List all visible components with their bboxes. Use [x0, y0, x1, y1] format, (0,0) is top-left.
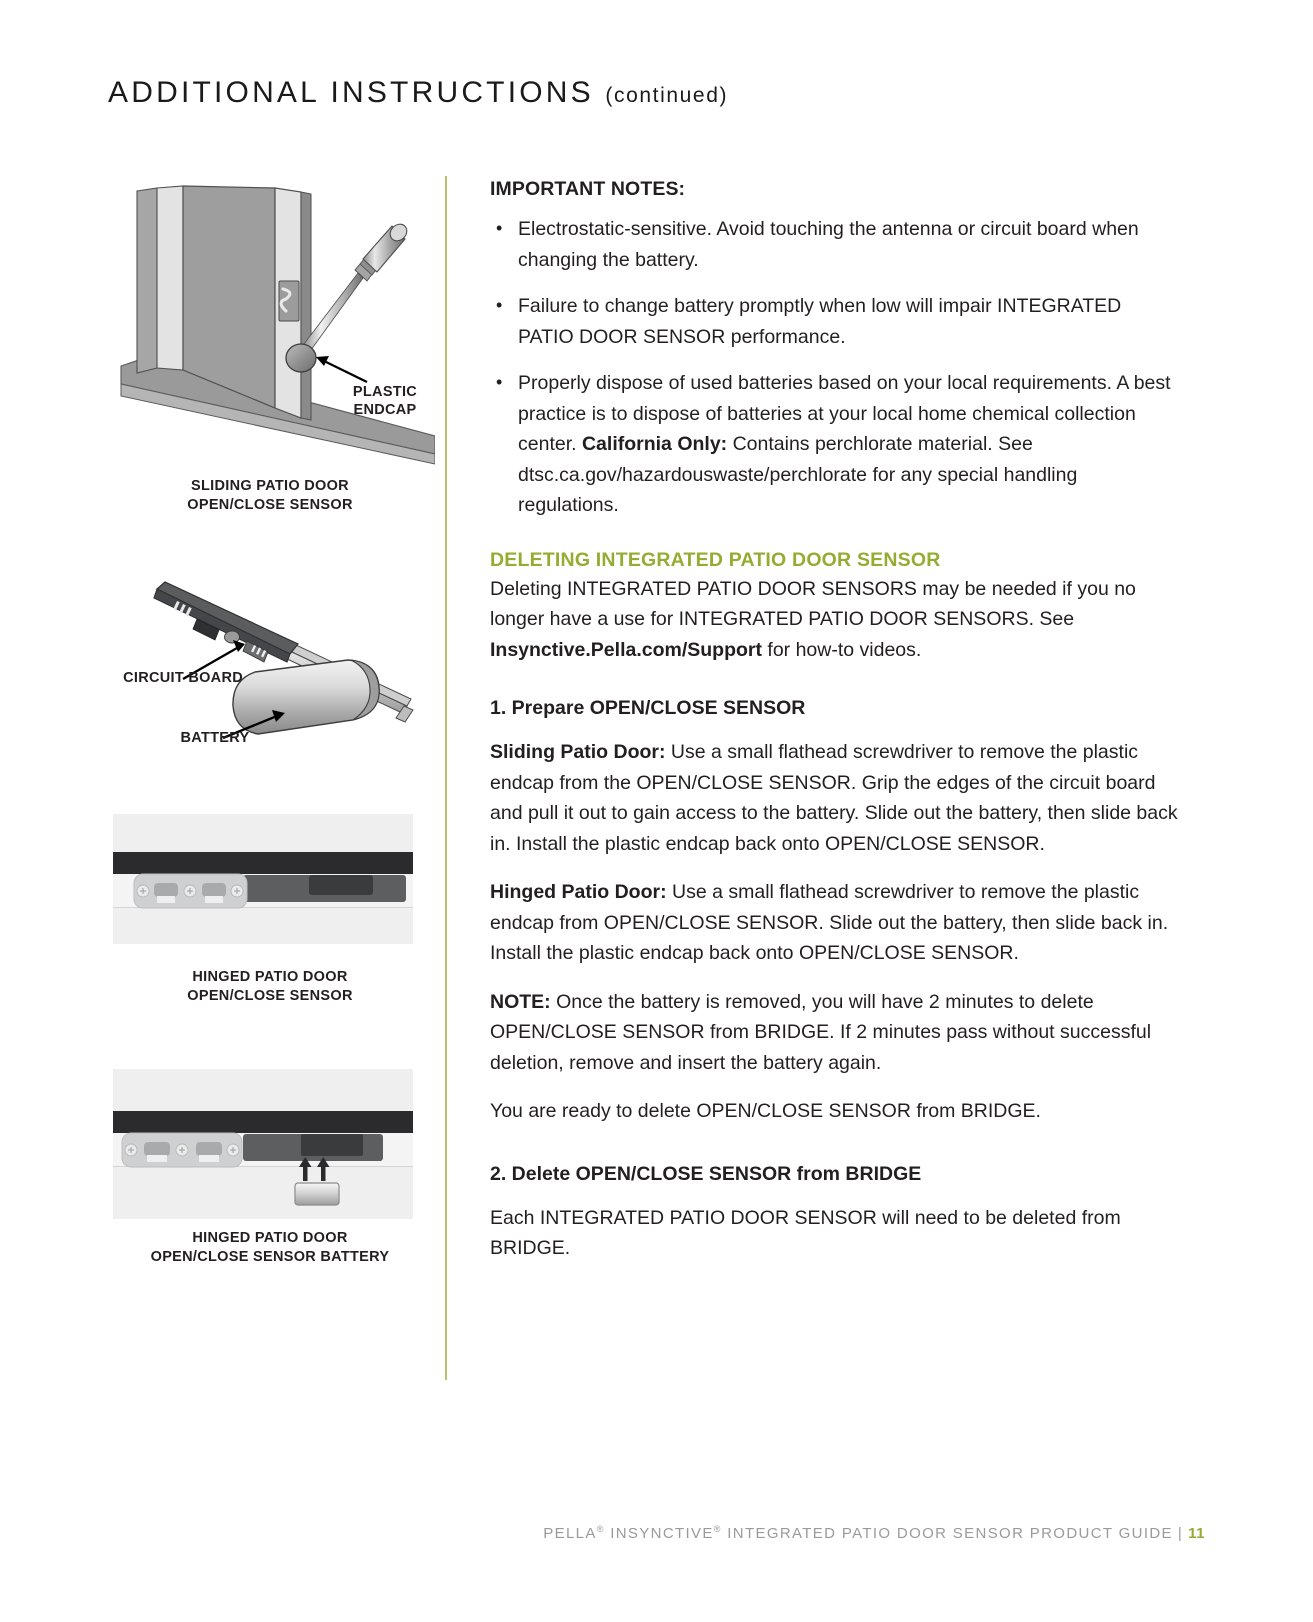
- page-title-continued: (continued): [605, 84, 729, 107]
- ready-paragraph: You are ready to delete OPEN/CLOSE SENSOR from BRIDGE.: [490, 1100, 1041, 1122]
- note-paragraph: [490, 987, 1180, 1079]
- important-notes-heading: IMPORTANT NOTES:: [490, 178, 686, 200]
- callout-plastic: PLASTIC: [352, 384, 418, 400]
- footer-guide-text: INTEGRATED PATIO DOOR SENSOR PRODUCT GUIDE: [721, 1525, 1173, 1542]
- hinged-patio-door-paragraph: [490, 877, 1180, 969]
- figure-circuit-board-battery: [105, 562, 435, 746]
- deleting-sensor-paragraph: [490, 574, 1180, 666]
- page-footer: [0, 1524, 1313, 1542]
- note-body: Once the battery is removed, you will have 2 minutes to delete OPEN/CLOSE SENSOR from BRIDGE. If 2 minutes pass without successful deletion, remove and insert the battery again.: [490, 990, 1152, 1074]
- page-title-main: ADDITIONAL INSTRUCTIONS: [108, 76, 594, 109]
- step-1-heading: [490, 695, 1180, 721]
- sliding-patio-door-label: Sliding Patio Door:: [490, 741, 666, 763]
- hinged-patio-door-battery-illustration: [113, 1069, 413, 1219]
- footer-brand-insynctive: INSYNCTIVE: [604, 1525, 714, 1542]
- figures-column: [105, 168, 435, 1266]
- page-title: [108, 76, 728, 110]
- important-notes-list: [490, 214, 1180, 521]
- footer-separator: |: [1177, 1525, 1184, 1542]
- hinged-patio-door-label: Hinged Patio Door:: [490, 881, 667, 903]
- caption-line-2: OPEN/CLOSE SENSOR: [187, 987, 353, 1004]
- support-link-text[interactable]: Insynctive.Pella.com/Support: [490, 638, 762, 661]
- figure-hinged-patio-door-battery: [105, 1069, 435, 1219]
- circuit-board-battery-illustration: [105, 562, 435, 742]
- sliding-patio-door-body: Use a small flathead screwdriver to remove the plastic endcap from the OPEN/CLOSE SENSOR. Grip the edges of the circuit board and pull it out to gain access to the battery. Slide out the battery, then slide back in. Install the plastic endcap back onto OPEN/CLOSE SENSOR.: [490, 741, 1178, 855]
- hinged-patio-door-body: Use a small flathead screwdriver to remove the plastic endcap from OPEN/CLOSE SENSOR. Slide out the battery, then slide back in. Install the plastic endcap back onto OPEN/CLOSE SENSOR.: [490, 881, 1169, 964]
- caption-line-2: OPEN/CLOSE SENSOR BATTERY: [150, 1248, 390, 1265]
- california-only-label: California Only:: [581, 433, 728, 455]
- caption-hinged-patio-door-battery: [105, 1229, 435, 1266]
- page-number: 11: [1188, 1525, 1205, 1542]
- step-1-number-label: 1. Prepare: [490, 697, 590, 719]
- deleting-sensor-heading: DELETING INTEGRATED PATIO DOOR SENSOR: [490, 548, 941, 571]
- registered-mark-icon: ®: [713, 1524, 722, 1534]
- figure-hinged-patio-door: [105, 814, 435, 954]
- callout-circuit-board: CIRCUIT BOARD: [123, 670, 243, 686]
- list-item: • Electrostatic-sensitive. Avoid touching the antenna or circuit board when changing the battery.: [490, 214, 1180, 275]
- caption-line-1: HINGED PATIO DOOR: [192, 1230, 348, 1246]
- caption-line-1: SLIDING PATIO DOOR: [191, 478, 349, 494]
- column-divider: [445, 176, 447, 1380]
- step-1-title: OPEN/CLOSE SENSOR: [589, 697, 806, 719]
- footer-brand-pella: PELLA: [543, 1525, 597, 1542]
- step-2-paragraph: Each INTEGRATED PATIO DOOR SENSOR will need to be deleted from BRIDGE.: [490, 1206, 1121, 1259]
- paragraph-part-2: for how-to videos.: [762, 638, 922, 661]
- sliding-patio-door-illustration: [105, 168, 435, 468]
- instructions-column: [490, 178, 1180, 1282]
- paragraph-part-1: Deleting INTEGRATED PATIO DOOR SENSORS may be needed if you no longer have a use for INTEGRATED PATIO DOOR SENSORS. See: [490, 577, 1136, 630]
- note-label: NOTE:: [490, 990, 551, 1013]
- caption-line-2: OPEN/CLOSE SENSOR: [187, 496, 353, 513]
- note-text-part-2: Contains perchlorate material. See dtsc.ca.gov/hazardouswaste/perchlorate for any special handling regulations.: [518, 433, 1078, 516]
- callout-endcap: ENDCAP: [353, 402, 417, 418]
- hinged-patio-door-illustration: [113, 814, 413, 944]
- caption-sliding-patio-door: [105, 477, 435, 514]
- list-item: [490, 368, 1180, 521]
- sliding-patio-door-paragraph: [490, 737, 1180, 859]
- step-2-title: OPEN/CLOSE SENSOR from BRIDGE: [575, 1162, 922, 1185]
- step-2-number-label: 2. Delete: [490, 1162, 576, 1185]
- step-2-heading: [490, 1161, 1180, 1187]
- list-item: • Failure to change battery promptly when low will impair INTEGRATED PATIO DOOR SENSOR performance.: [490, 291, 1180, 352]
- registered-mark-icon: ®: [596, 1524, 605, 1534]
- note-text-part-1: Properly dispose of used batteries based on your local requirements. A best practice is to dispose of batteries at your local home chemical collection center.: [518, 372, 1171, 455]
- caption-hinged-patio-door: [105, 968, 435, 1005]
- figure-sliding-patio-door: [105, 168, 435, 468]
- caption-line-1: HINGED PATIO DOOR: [192, 969, 348, 985]
- callout-battery: BATTERY: [180, 730, 250, 746]
